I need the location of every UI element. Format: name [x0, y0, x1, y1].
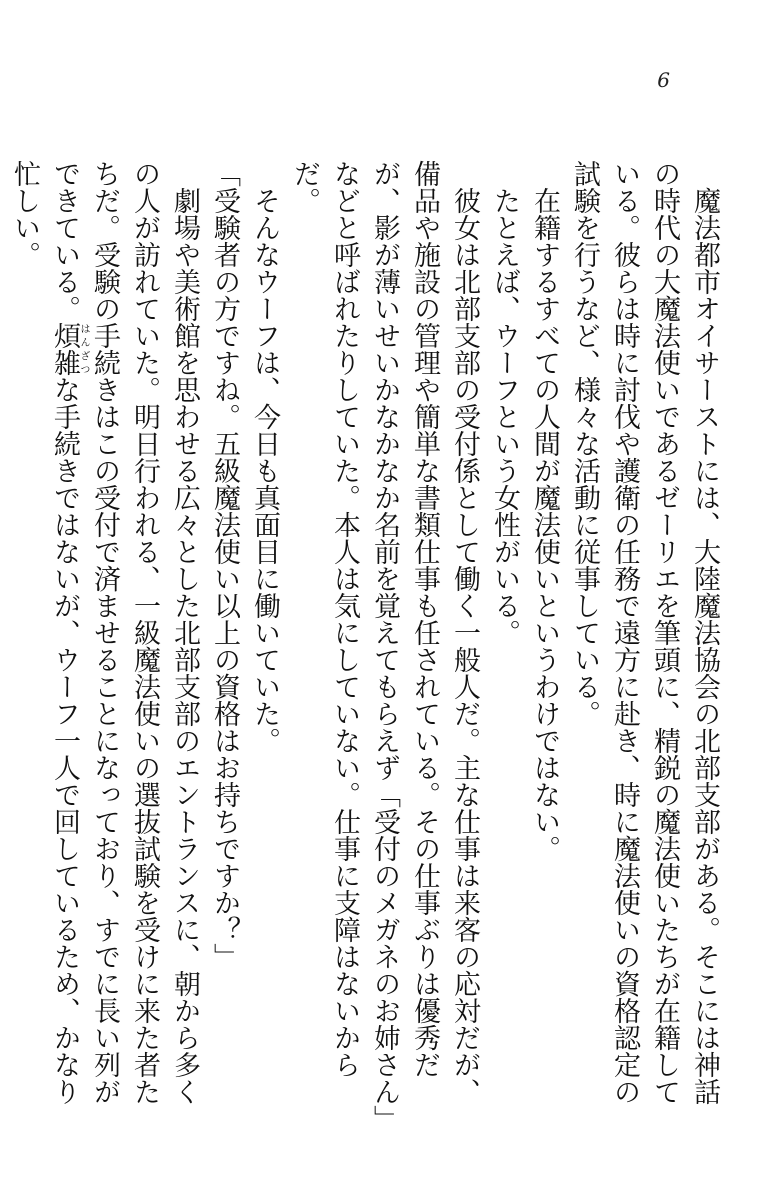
- paragraph-2: 在籍するすべての人間が魔法使いというわけではない。: [529, 187, 560, 862]
- paragraph-7: [4, 160, 204, 1130]
- page-number: 6: [657, 68, 670, 92]
- paragraph-5: そんなウーフは、今日も真面目に働いていた。: [249, 187, 280, 754]
- ruby-reading: はんざつ: [78, 322, 89, 376]
- paragraph-7-text: 劇場や美術館を思わせる広々とした北部支部のエントランスに、朝から多くの人が訪れていた。明日行われる、一級魔法使いの選抜試験を受けに来た者たちだ。受験の手続きはこの受付で済ませることになっており、すでに長い列ができている。: [49, 160, 200, 1105]
- paragraph-3: たとえば、ウーフという女性がいる。: [489, 187, 520, 646]
- body-text: [9, 160, 724, 1130]
- dialogue-line: 「受験者の方ですね。五級魔法使い以上の資格はお持ちですか？」: [209, 160, 240, 970]
- paragraph-1: 魔法都市オイサーストには、大陸魔法協会の北部支部がある。そこには神話の時代の大魔法使いであるゼーリエを筆頭に、精鋭の魔法使いたちが在籍している。彼らは時に討伐や護衛の任務で遠方に赴き、時に魔法使いの資格認定の試験を行うなど、様々な活動に従事している。: [569, 160, 720, 1105]
- paragraph-4: 彼女は北部支部の受付係として働く一般人だ。主な仕事は来客の応対だが、備品や施設の管理や簡単な書類仕事も任されている。その仕事ぶりは優秀だが、影が薄いせいかなかなか名前を覚えてもらえず「受付のメガネのお姉さん」などと呼ばれたりしていた。本人は気にしていない。仕事に支障はないからだ。: [289, 160, 480, 1119]
- ruby-word: [49, 322, 89, 376]
- ruby-base: 煩雑: [49, 322, 80, 376]
- paragraph-7-tail: な手続きではないが、ウーフ一人で回しているため、かなり忙しい。: [9, 160, 80, 1105]
